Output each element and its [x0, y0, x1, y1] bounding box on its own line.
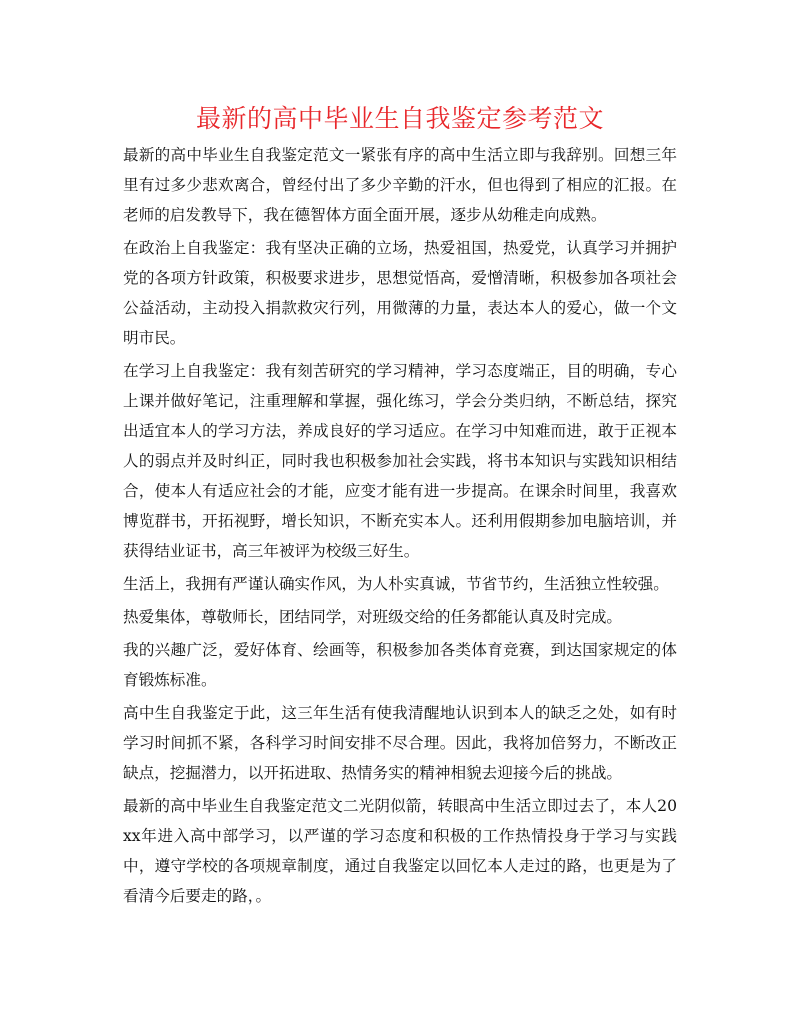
- document-body: [123, 140, 677, 914]
- paragraph-1: 最新的高中毕业生自我鉴定范文一紧张有序的高中生活立即与我辞别。回想三年里有过多少悲欢离合，曾经付出了多少辛勤的汗水，但也得到了相应的汇报。在老师的启发教导下，我在德智体方面全面开展，逐步从幼稚走向成熟。: [123, 146, 677, 224]
- paragraph-3: 在学习上自我鉴定：我有刻苦研究的学习精神，学习态度端正，目的明确，专心上课并做好笔记，注重理解和掌握，强化练习，学会分类归纳，不断总结，探究出适宜本人的学习方法，养成良好的学习适应。在学习中知难而进，敢于正视本人的弱点并及时纠正，同时我也积极参加社会实践，将书本知识与实践知识相结合，使本人有适应社会的才能，应变才能有进一步提高。在课余时间里，我喜欢博览群书，开拓视野，增长知识，不断充实本人。还利用假期参加电脑培训，并获得结业证书，高三年被评为校级三好生。: [123, 362, 677, 560]
- paragraph-7: 高中生自我鉴定于此，这三年生活有使我清醒地认识到本人的缺乏之处，如有时学习时间抓不紧，各科学习时间安排不尽合理。因此，我将加倍努力，不断改正缺点，挖掘潜力，以开拓进取、热情务实的精神相貌去迎接今后的挑战。: [123, 704, 677, 782]
- paragraph-6: 我的兴趣广泛，爱好体育、绘画等，积极参加各类体育竞赛，到达国家规定的体育锻炼标准。: [123, 641, 677, 689]
- paragraph-8: 最新的高中毕业生自我鉴定范文二光阴似箭，转眼高中生活立即过去了，本人20xx年进入高中部学习，以严谨的学习态度和积极的工作热情投身于学习与实践中，遵守学校的各项规章制度，通过自我鉴定以回忆本人走过的路，也更是为了看清今后要走的路，。: [123, 797, 677, 905]
- paragraph-2: 在政治上自我鉴定：我有坚决正确的立场，热爱祖国，热爱党，认真学习并拥护党的各项方针政策，积极要求进步，思想觉悟高，爱憎清晰，积极参加各项社会公益活动，主动投入捐款救灾行列，用微薄的力量，表达本人的爱心，做一个文明市民。: [123, 239, 677, 347]
- document-title: 最新的高中毕业生自我鉴定参考范文: [195, 104, 604, 133]
- paragraph-5: 热爱集体，尊敬师长，团结同学，对班级交给的任务都能认真及时完成。: [123, 608, 623, 626]
- paragraph-4: 生活上，我拥有严谨认确实作风，为人朴实真诚，节省节约，生活独立性较强。: [123, 575, 669, 593]
